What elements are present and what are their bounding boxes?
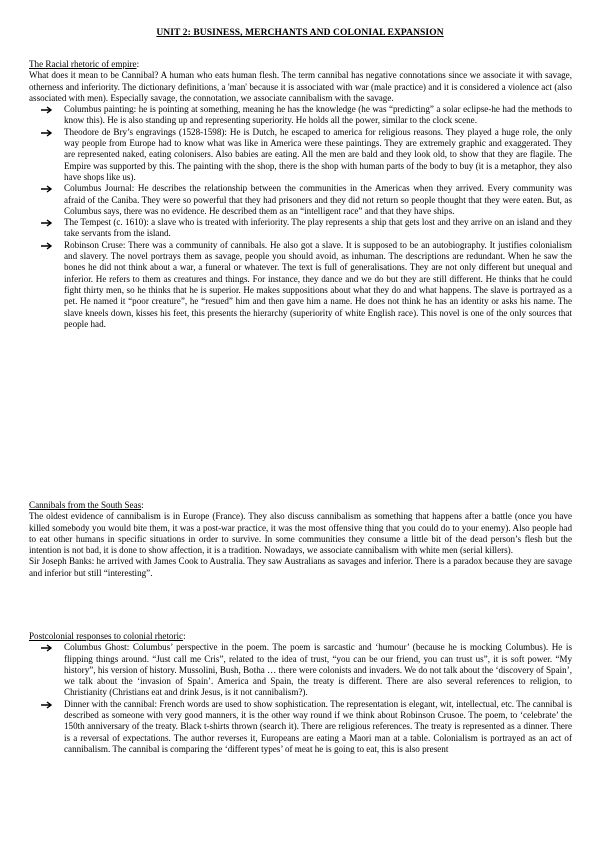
bullet-item-tempest: [29, 217, 572, 240]
bullet-text: Robinson Cruse: There was a community of cannibals. He also got a slave. It is supposed to be an autobiography. It justifies colonialism and slavery. The novel portrays them as savage, people you should avoid, as inhuman. The descriptions are redundant. When he saw the bones he did not think about a war, a funeral or whatever. The text is full of generalisations. They are not only different but unequal and inferior. He refers to them as creatures and things. For instance, they dance and we do but they are still different. He thinks that he could fight thirty men, so he thinks that he is superior. He makes suppositions about what they do and what happens. The slave is portrayed as a pet. He named it “poor creature”, he “resued” him and then gave him a name. He does not think he has an identity or asks his name. The slave kneels down, kisses his feet, this presents the hierarchy (superiority of white English race). This novel is one of the only sources that people had.: [64, 239, 572, 329]
section-cannibals-south-seas: [29, 500, 572, 579]
bullet-text: Dinner with the cannibal: French words are used to show sophistication. The representation is elegant, wit, intellectual, etc. The cannibal is described as someone with very good manners, it is the other way round if we think about Robinson Crusoe. The poem, to ‘celebrate’ the 150th anniversary of the treaty. Black t-shirts thrown (search it). There are religious references. The treaty is represented as a dinner. There is a reversal of expectations. The author reverses it, Europeans are eating a Maori man at a table. Colonialism is portrayed as an act of cannibalism. The cannibal is comparing the ‘different types’ of meat he is going to eat, this is also present: [64, 698, 572, 754]
arrow-bullet-icon: [41, 217, 55, 227]
bullet-item-dinner-cannibal: [29, 699, 572, 755]
bullet-text: The Tempest (c. 1610): a slave who is treated with inferiority. The play represents a ship that gets lost and they arrive on an island and they take servants from the island.: [64, 217, 572, 239]
section-heading-line: [29, 59, 572, 70]
section-racial-rhetoric: [29, 59, 572, 330]
document-title: UNIT 2: BUSINESS, MERCHANTS AND COLONIAL EXPANSION: [156, 28, 444, 38]
bullet-text: Theodore de Bry’s engravings (1528-1598): He is Dutch, he escaped to america for religious reasons. They played a huge role, the only way people from Europe had to know what was like in America were these paintings. They are extremely graphic and exaggerated. They are represented naked, eating colonisers. Also babies are eating. All the men are bald and they look old, to show that they are flagile. The Empire was supported by this. The painting with the shop, there is the shop with human parts of the body to buy (it is a metaphor, they also have shops like us).: [64, 126, 572, 182]
heading-colon: :: [141, 500, 144, 510]
section-heading-line: [29, 500, 572, 511]
section-heading-line: [29, 631, 572, 642]
heading-colon: :: [136, 59, 140, 69]
arrow-bullet-icon: [41, 183, 55, 193]
bullet-item-columbus-painting: [29, 104, 572, 127]
arrow-bullet-icon: [41, 127, 55, 137]
bullet-item-de-bry: [29, 127, 572, 183]
arrow-bullet-icon: [41, 240, 55, 250]
bullet-list: [29, 642, 572, 755]
bullet-text: Columbus Journal: He describes the relationship between the communities in the Americas when they arrived. Every community was afraid of the Caniba. They were so powerful that they had prisoners and they did not return so people thought that they were eaten. But, as Columbus says, there was no evidence. He described them as an “intelligent race” and that they have ships.: [64, 183, 572, 216]
bullet-list: [29, 104, 572, 330]
arrow-bullet-icon: [41, 104, 55, 114]
body-paragraph: Sir Joseph Banks: he arrived with James Cook to Australia. They saw Australians as savages and inferior. There is a paradox because they are savage and inferior but still “interesting”.: [29, 556, 572, 578]
section-heading: Cannibals from the South Seas: [29, 500, 142, 510]
section-postcolonial-responses: [29, 631, 572, 755]
arrow-bullet-icon: [41, 699, 55, 709]
bullet-item-columbus-journal: [29, 183, 572, 217]
bullet-item-robinson-cruse: [29, 240, 572, 330]
arrow-bullet-icon: [41, 642, 55, 652]
bullet-item-columbus-ghost: [29, 642, 572, 698]
intro-paragraph: What does it mean to be Cannibal? A human who eats human flesh. The term cannibal has negative connotations since we associate it with savage, otherness and inferiority. The dictionary definitions, a 'man' because it is associated with war (male practice) and it is considered a violence act (also associated with men). Especially savage, the connotation, we associate cannibalism with the savage.: [29, 70, 572, 103]
body-paragraph: The oldest evidence of cannibalism is in Europe (France). They also discuss cannibalism as something that happens after a battle (once you have killed somebody you would bite them, it was a post-war practice, it was the most offensive thing that you could do to your enemy). Also people had to eat other humans in specific situations in order to survive. In some communities they consume a little bit of the dead person’s flesh but the intention is not bad, it is done to show affection, it is a tradition. Nowadays, we associate cannibalism with white men (serial killers).: [29, 511, 572, 556]
bullet-text: Columbus painting: he is pointing at something, meaning he has the knowledge (he was “predicting” a solar eclipse-he had the methods to know this). He is also standing up and representing superiority. He holds all the power, similar to the clock scene.: [64, 104, 572, 126]
heading-colon: :: [183, 631, 186, 641]
section-heading: The Racial rhetoric of empire: [29, 59, 137, 69]
section-heading: Postcolonial responses to colonial rhetoric: [29, 631, 184, 641]
bullet-text: Columbus Ghost: Columbus’ perspective in the poem. The poem is sarcastic and ‘humour’ (because he is mocking Columbus). He is flipping things around. “Just call me Cris”, related to the idea of trust, “you can be our friend, you can trust us”, it is soft power. “My history”, his version of history. Mussolini, Bush, Botha … there were colonists and invaders. We do not talk about the ‘discovery of Spain’, we talk about the ‘invasion of Spain’. America and Spain, the treaty is different. There are also several references to religion, to Christianity (Christians eat and drink Jesus, is it not cannibalism?).: [64, 642, 572, 698]
